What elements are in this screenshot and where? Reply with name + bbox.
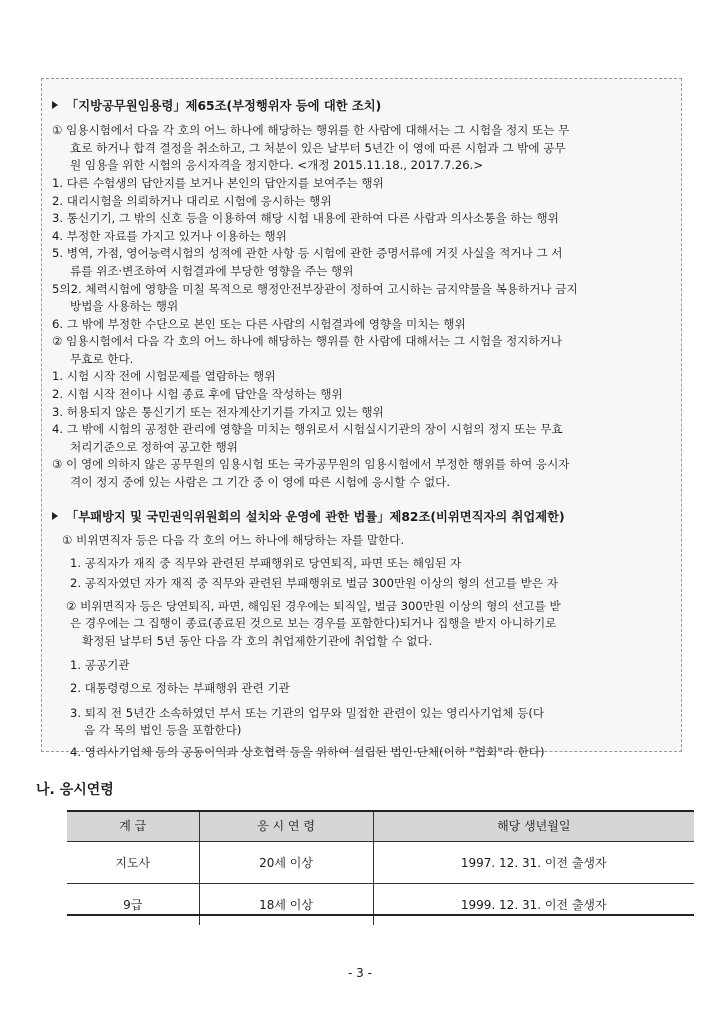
section1-line: ① 임용시험에서 다음 각 호의 어느 하나에 해당하는 행위를 한 사람에 대해서는 그 시험을 정지 또는 무 [52, 123, 570, 137]
age-requirement-table [67, 810, 694, 925]
section-heading-age: 나. 응시연령 [36, 782, 114, 798]
section1-line: 격이 정지 중에 있는 사람은 그 기간 중 이 영에 따른 시험에 응시할 수 없다. [70, 475, 451, 489]
section1-line: 2. 시험 시작 전이나 시험 종료 후에 답안을 작성하는 행위 [52, 387, 343, 401]
section1-line: 6. 그 밖에 부정한 수단으로 본인 또는 다른 사람의 시험결과에 영향을 미치는 행위 [52, 317, 466, 331]
section1-line: 무효로 한다. [70, 352, 134, 366]
section2-line: 은 경우에는 그 집행이 종료(종료된 것으로 보는 경우를 포함한다)되거나 집행을 받지 아니하기로 [70, 616, 557, 630]
section1-line: 3. 통신기기, 그 밖의 신호 등을 이용하여 해당 시험 내용에 관하여 다른 사람과 의사소통을 하는 행위 [52, 211, 559, 225]
section2-line: 3. 퇴직 전 5년간 소속하였던 부서 또는 기관의 업무와 밀접한 관련이 있는 영리사기업체 등(다 [70, 706, 545, 720]
section2-line: ① 비위면직자 등은 다음 각 호의 어느 하나에 해당하는 자를 말한다. [62, 533, 405, 547]
section1-line: 3. 허용되지 않은 통신기기 또는 전자계산기기를 가지고 있는 행위 [52, 405, 384, 419]
header-age: 응 시 연 령 [199, 810, 373, 841]
section1-line: ③ 이 영에 의하지 않은 공무원의 임용시험 또는 국가공무원의 임용시험에서 부정한 행위를 하여 응시자 [52, 457, 570, 471]
cell-age: 18세 이상 [199, 883, 373, 925]
section1-line: 처리기준으로 정하여 공고한 행위 [70, 440, 238, 454]
section2-line: 2. 대통령령으로 정하는 부패행위 관련 기관 [70, 681, 290, 695]
section2-line: 2. 공직자였던 자가 재직 중 직무와 관련된 부패행위로 벌금 300만원 이상의 형의 선고를 받은 자 [70, 576, 558, 590]
section1-line: 4. 부정한 자료를 가지고 있거나 이용하는 행위 [52, 229, 287, 243]
section1-line: 5의2. 체력시험에 영향을 미칠 목적으로 행정안전부장관이 정하여 고시하는 금지약물을 복용하거나 금지 [52, 282, 578, 296]
section1-line: 4. 그 밖에 시험의 공정한 관리에 영향을 미치는 행위로서 시험실시기관의 장이 시험의 정지 또는 무효 [52, 422, 563, 436]
triangle-bullet-icon [52, 101, 58, 109]
section1-line: ② 임용시험에서 다음 각 호의 어느 하나에 해당하는 행위를 한 사람에 대해서는 그 시험을 정지하거나 [52, 334, 562, 348]
section2-line: 1. 공공기관 [70, 658, 130, 672]
table-header-row [67, 810, 694, 841]
section1-title: 「지방공무원임용령」제65조(부정행위자 등에 대한 조치) [52, 98, 381, 114]
section1-line: 1. 다른 수험생의 답안지를 보거나 본인의 답안지를 보여주는 행위 [52, 176, 384, 190]
section2-line: 4. 영리사기업체 등의 공동이익과 상호협력 등을 위하여 설립된 법인·단체(이하 "협회"라 한다) [70, 745, 545, 759]
table-row [67, 841, 694, 883]
header-grade: 계 급 [67, 810, 199, 841]
section1-line: 효로 하거나 합격 결정을 취소하고, 그 처분이 있은 날부터 5년간 이 영에 따른 시험과 그 밖에 공무 [70, 141, 566, 155]
cell-age: 20세 이상 [199, 841, 373, 883]
triangle-bullet-icon [52, 512, 58, 520]
section1-line: 류를 위조·변조하여 시험결과에 부당한 영향을 주는 행위 [70, 264, 354, 278]
section1-line: 2. 대리시험을 의뢰하거나 대리로 시험에 응시하는 행위 [52, 194, 332, 208]
section2-title: 「부패방지 및 국민권익위원회의 설치와 운영에 관한 법률」제82조(비위면직자의 취업제한) [52, 509, 565, 525]
page-number: - 3 - [348, 966, 372, 980]
section1-line: 5. 병역, 가점, 영어능력시험의 성적에 관한 사항 등 시험에 관한 증명서류에 거짓 사실을 적거나 그 서 [52, 246, 563, 260]
cell-birthdate: 1999. 12. 31. 이전 출생자 [460, 897, 607, 912]
section2-line: 음 각 목의 법인 등을 포함한다) [84, 723, 242, 737]
section1-line: 방법을 사용하는 행위 [70, 299, 179, 313]
section2-line: 1. 공직자가 재직 중 직무와 관련된 부패행위로 당연퇴직, 파면 또는 해임된 자 [70, 556, 462, 570]
cell-grade: 9급 [67, 883, 199, 925]
cell-grade: 지도사 [67, 841, 199, 883]
section2-line: 확정된 날부터 5년 동안 다음 각 호의 취업제한기관에 취업할 수 없다. [82, 634, 433, 648]
cell-birthdate: 1997. 12. 31. 이전 출생자 [373, 841, 694, 883]
section1-line: 1. 시험 시작 전에 시험문제를 열람하는 행위 [52, 369, 276, 383]
section1-line: 원 임용을 위한 시험의 응시자격을 정지한다. <개정 2015.11.18., 2017.7.26.> [70, 158, 484, 172]
section2-line: ② 비위면직자 등은 당연퇴직, 파면, 해임된 경우에는 퇴직일, 벌금 300만원 이상의 형의 선고를 받 [66, 599, 561, 613]
header-birthdate: 해당 생년월일 [373, 810, 694, 841]
table-row [67, 883, 694, 925]
